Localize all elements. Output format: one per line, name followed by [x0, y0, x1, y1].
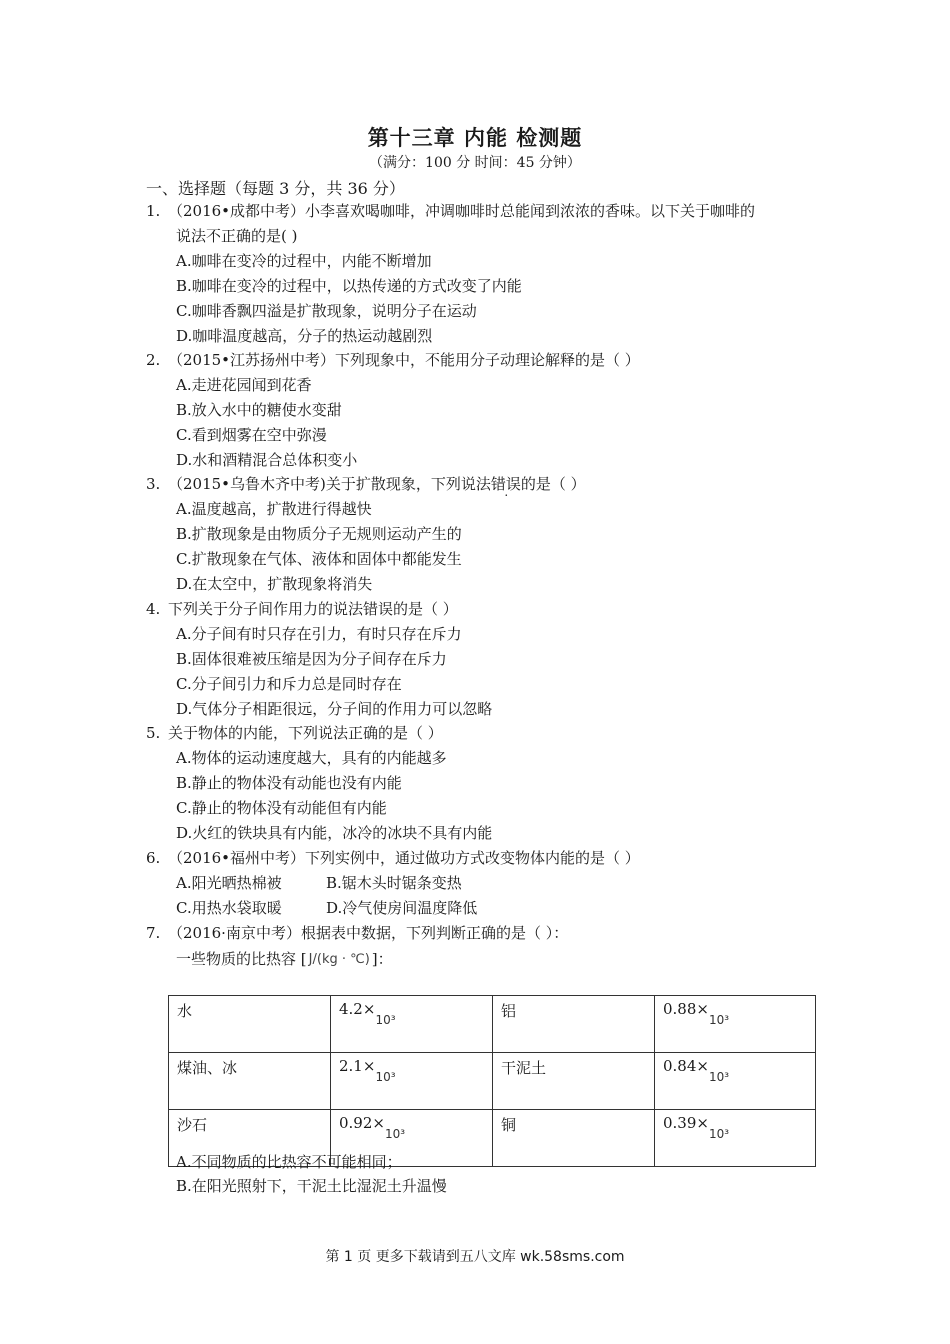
table-cell [655, 1110, 816, 1167]
table-caption: 一些物质的比热容 [176, 950, 297, 968]
caption-colon: ： [377, 950, 393, 968]
question-number: 4. [146, 600, 161, 618]
heat-power: 10³ [708, 1127, 730, 1141]
question-number: 2. [146, 351, 161, 369]
table-cell [493, 1110, 655, 1167]
option-b: B.咖啡在变冷的过程中，以热传递的方式改变了内能 [176, 277, 522, 295]
substance-name: 铜 [501, 1116, 517, 1134]
table-caption-line [176, 949, 393, 970]
option-c: C.分子间引力和斥力总是同时存在 [176, 675, 402, 693]
table-cell [169, 1053, 331, 1110]
heat-power: 10³ [375, 1070, 396, 1084]
table-row [169, 996, 816, 1053]
question-number: 3. [146, 475, 161, 493]
option-c: C.静止的物体没有动能但有内能 [176, 799, 387, 817]
question-text: （2016•福州中考）下列实例中，通过做功方式改变物体内能的是（ ） [168, 849, 640, 867]
heat-value: 0.92× [339, 1114, 385, 1132]
option-c: C.咖啡香飘四溢是扩散现象，说明分子在运动 [176, 302, 477, 320]
option-b: B.静止的物体没有动能也没有内能 [176, 774, 402, 792]
bracket-close: ] [371, 950, 378, 968]
table-cell [655, 996, 816, 1053]
question-7 [146, 923, 568, 943]
page-title: 第十三章 内能 检测题 [367, 126, 583, 150]
option-a: A.阳光晒热棉被 [176, 874, 282, 892]
question-text: （2015•江苏扬州中考）下列现象中，不能用分子动理论解释的是（ ） [168, 351, 640, 369]
option-d: D.气体分子相距很远，分子间的作用力可以忽略 [176, 700, 493, 718]
table-cell [169, 996, 331, 1053]
emphasized-word: 错误 [490, 475, 521, 493]
heat-power: 10³ [384, 1127, 406, 1141]
option-d: D.在太空中，扩散现象将消失 [176, 575, 373, 593]
question-text: （2016•成都中考）小李喜欢喝咖啡，冲调咖啡时总能闻到浓浓的香味。以下关于咖啡的 [168, 202, 756, 220]
question-6 [146, 848, 640, 868]
section-heading: 一、选择题（每题 3 分，共 36 分） [146, 179, 405, 198]
option-a: A.物体的运动速度越大，具有的内能越多 [176, 749, 447, 767]
question-text-end: 的是（ ） [520, 475, 586, 493]
question-2 [146, 350, 640, 370]
question-number: 7. [146, 924, 161, 942]
option-b: B.扩散现象是由物质分子无规则运动产生的 [176, 525, 462, 543]
option-d: D.冷气使房间温度降低 [326, 899, 478, 917]
question-text: 关于物体的内能，下列说法正确的是（ ） [168, 724, 443, 742]
option-c: C.用热水袋取暖 [176, 899, 282, 917]
option-b: B.锯木头时锯条变热 [326, 874, 462, 892]
option-a: A.不同物质的比热容不可能相同； [176, 1153, 402, 1171]
option-a: A.走进花园闻到花香 [176, 376, 312, 394]
question-text-cont: 说法不正确的是( ) [176, 227, 298, 245]
table-cell [493, 1053, 655, 1110]
substance-name: 干泥土 [501, 1059, 547, 1077]
option-d: D.火红的铁块具有内能，冰冷的冰块不具有内能 [176, 824, 493, 842]
heat-value: 0.88× [663, 1000, 709, 1018]
unit-formula: J/(kg · ℃) [308, 952, 370, 967]
option-a: A.咖啡在变冷的过程中，内能不断增加 [176, 252, 432, 270]
option-b: B.固体很难被压缩是因为分子间存在斥力 [176, 650, 447, 668]
table-cell [493, 996, 655, 1053]
bracket-open: [ [300, 950, 307, 968]
question-5 [146, 723, 443, 743]
question-text: （2016·南京中考）根据表中数据，下列判断正确的是（ ）： [168, 924, 569, 942]
substance-name: 铝 [501, 1002, 517, 1020]
table-cell [331, 1053, 493, 1110]
option-d: D.水和酒精混合总体积变小 [176, 451, 358, 469]
option-c: C.扩散现象在气体、液体和固体中都能发生 [176, 550, 462, 568]
page-footer: 第 1 页 更多下载请到五八文库 wk.58sms.com [325, 1249, 625, 1265]
question-number: 5. [146, 724, 161, 742]
question-text: （2015•乌鲁木齐中考)关于扩散现象，下列说法 [168, 475, 491, 493]
heat-value: 4.2× [339, 1000, 376, 1018]
table-row [169, 1053, 816, 1110]
substance-name: 水 [177, 1002, 193, 1020]
substance-name: 沙石 [177, 1116, 208, 1134]
option-b: B.放入水中的糖使水变甜 [176, 401, 342, 419]
heat-power: 10³ [708, 1013, 730, 1027]
table-cell [655, 1053, 816, 1110]
specific-heat-table [168, 995, 816, 1167]
option-a: A.温度越高，扩散进行得越快 [176, 500, 372, 518]
heat-power: 10³ [708, 1070, 730, 1084]
substance-name: 煤油、冰 [177, 1059, 238, 1077]
heat-value: 0.39× [663, 1114, 709, 1132]
option-b: B.在阳光照射下，干泥土比湿泥土升温慢 [176, 1177, 447, 1195]
heat-value: 2.1× [339, 1057, 376, 1075]
question-1 [146, 201, 755, 221]
option-c: C.看到烟雾在空中弥漫 [176, 426, 327, 444]
option-a: A.分子间有时只存在引力，有时只存在斥力 [176, 625, 462, 643]
question-3 [146, 474, 586, 494]
page-subtitle: （满分：100 分 时间：45 分钟） [369, 155, 581, 171]
heat-power: 10³ [375, 1013, 396, 1027]
question-number: 6. [146, 849, 161, 867]
option-d: D.咖啡温度越高，分子的热运动越剧烈 [176, 327, 433, 345]
question-4 [146, 599, 458, 619]
heat-value: 0.84× [663, 1057, 709, 1075]
question-number: 1. [146, 202, 161, 220]
question-text: 下列关于分子间作用力的说法错误的是（ ） [168, 600, 458, 618]
table-cell [331, 996, 493, 1053]
